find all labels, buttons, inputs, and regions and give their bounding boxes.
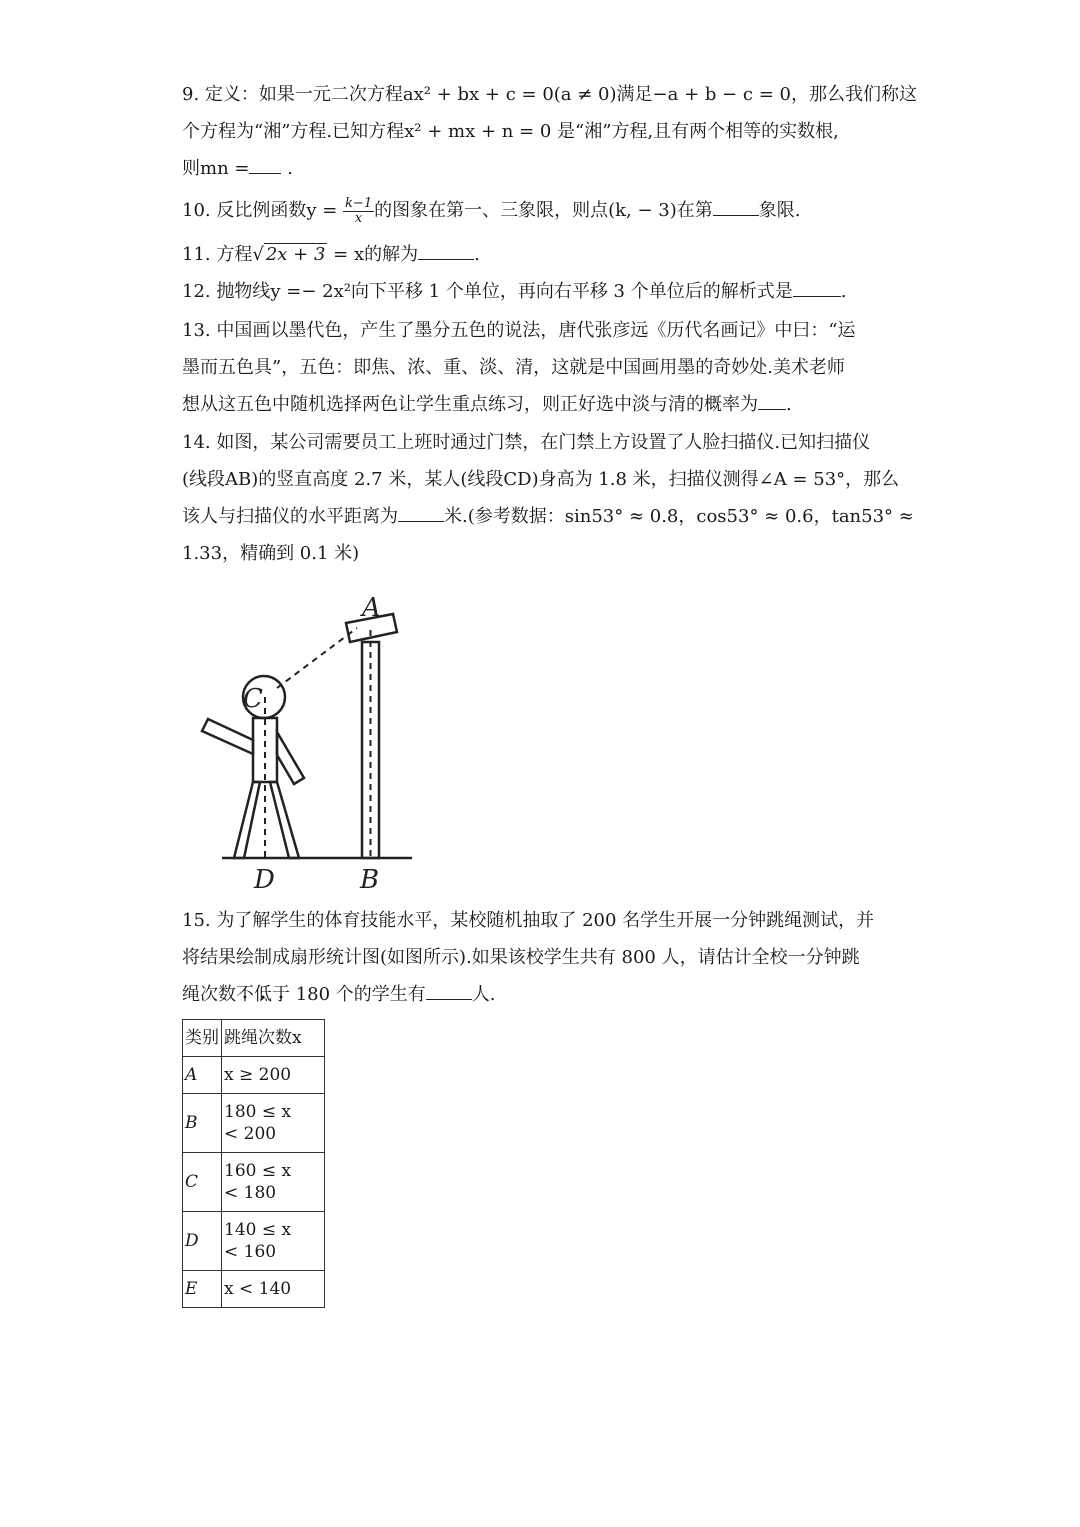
person-left-arm <box>202 719 253 754</box>
range-line-1: x < 140 <box>224 1279 292 1299</box>
label-a: A <box>362 593 381 623</box>
range-line-1: 160 ≤ x <box>224 1161 292 1181</box>
table-row <box>183 1271 325 1308</box>
q10-fraction-denominator: x <box>354 210 363 226</box>
label-d: D <box>254 865 275 895</box>
q14-line-4: 1.33，精确到 0.1 米) <box>182 543 360 564</box>
q13-line-3-text: 想从这五色中随机选择两色让学生重点练习，则正好选中淡与清的概率为 <box>182 394 758 415</box>
table-row <box>183 1094 325 1153</box>
question-14 <box>182 424 914 572</box>
answer-blank-10[interactable] <box>713 197 759 216</box>
table-cell-category: E <box>183 1271 222 1308</box>
person-body <box>253 718 277 782</box>
q10-fraction-numerator: k−1 <box>345 195 373 211</box>
person-right-leg <box>270 782 299 858</box>
person-right-arm <box>277 732 304 784</box>
q10-fraction <box>343 197 374 226</box>
q14-line-1: 14. 如图，某公司需要员工上班时通过门禁，在门禁上方设置了人脸扫描仪.已知扫描仪 <box>182 432 871 453</box>
table-header-count: 跳绳次数x <box>222 1020 325 1057</box>
q12-line <box>182 273 902 310</box>
answer-blank-9[interactable] <box>249 155 281 174</box>
table-cell-range <box>222 1212 325 1271</box>
q15-line-3-text: 绳次数 <box>182 984 236 1005</box>
table-cell-category: B <box>183 1094 222 1153</box>
q14-line-3 <box>182 498 914 535</box>
q14-line-3-end: 米.(参考数据：sin53° ≈ 0.8，cos53° ≈ 0.6，tan53° ≈ <box>444 506 914 527</box>
range-line-2: < 160 <box>224 1242 277 1262</box>
q9-line-3-end: . <box>281 158 293 179</box>
emphasis-char-1: 不 • <box>236 976 254 1013</box>
emphasis-char-3: 于 • <box>272 976 290 1013</box>
table-cell-range <box>222 1094 325 1153</box>
range-line-1: x ≥ 200 <box>224 1065 292 1085</box>
jump-rope-table <box>182 1019 325 1308</box>
question-11 <box>182 236 902 273</box>
table-cell-range <box>222 1153 325 1212</box>
q11-text-a: 11. 方程√ <box>182 244 264 265</box>
q9-line-3 <box>182 150 902 187</box>
q15-line-3-end: 人. <box>471 984 496 1005</box>
q10-line <box>182 192 902 229</box>
q13-line-2: 墨而五色具”，五色：即焦、浓、重、淡、清，这就是中国画用墨的奇妙处.美术老师 <box>182 357 845 378</box>
label-c: C <box>243 684 263 714</box>
answer-blank-15[interactable] <box>426 981 472 1000</box>
question-13 <box>182 312 902 423</box>
q11-line <box>182 236 902 273</box>
q11-text-b: = x的解为 <box>327 244 419 265</box>
table-row <box>183 1153 325 1212</box>
q9-line-3-text: 则mn = <box>182 158 250 179</box>
question-12 <box>182 273 902 310</box>
table-cell-category: D <box>183 1212 222 1271</box>
question-9 <box>182 76 917 187</box>
q15-line-2: 将结果绘制成扇形统计图(如图所示).如果该校学生共有 800 人，请估计全校一分钟跳 <box>182 947 860 968</box>
range-line-1: 140 ≤ x <box>224 1220 292 1240</box>
table-header-category: 类别 <box>183 1020 222 1057</box>
q12-text-b: . <box>840 281 847 302</box>
q12-text-a: 12. 抛物线y =− 2x²向下平移 1 个单位，再向右平移 3 个单位后的解析式是 <box>182 281 793 302</box>
table-cell-range <box>222 1057 325 1094</box>
q10-text-b: 的图象在第一、三象限，则点(k, − 3)在第 <box>374 200 713 221</box>
q13-line-3-end: . <box>786 394 792 415</box>
q14-line-3-text: 该人与扫描仪的水平距离为 <box>182 506 398 527</box>
q11-text-c: . <box>474 244 480 265</box>
q10-text-a: 10. 反比例函数y = <box>182 200 344 221</box>
answer-blank-14[interactable] <box>398 503 444 522</box>
table-header-row <box>183 1020 325 1057</box>
table-cell-category: A <box>183 1057 222 1094</box>
table-cell-range <box>222 1271 325 1308</box>
q14-line-2: (线段AB)的竖直高度 2.7 米，某人(线段CD)身高为 1.8 米，扫描仪测得∠A = 53°，那么 <box>182 469 900 490</box>
emphasis-char-2: 低 • <box>254 976 272 1013</box>
table-row <box>183 1212 325 1271</box>
q15-line-3 <box>182 976 902 1013</box>
q15-line-3-mid: 180 个的学生有 <box>290 984 426 1005</box>
label-b: B <box>360 865 380 895</box>
range-line-2: < 200 <box>224 1124 277 1144</box>
q10-text-c: 象限. <box>758 200 801 221</box>
question-15 <box>182 902 902 1013</box>
q13-line-1: 13. 中国画以墨代色，产生了墨分五色的说法，唐代张彦远《历代名画记》中曰：“运 <box>182 320 856 341</box>
q9-line-1: 9. 定义：如果一元二次方程ax² + bx + c = 0(a ≠ 0)满足−a + b − c = 0，那么我们称这 <box>182 84 917 105</box>
q11-radicand: 2x + 3 <box>265 244 326 265</box>
q15-line-1: 15. 为了解学生的体育技能水平，某校随机抽取了 200 名学生开展一分钟跳绳测试，并 <box>182 910 875 931</box>
q13-line-3 <box>182 386 902 423</box>
scanner-figure <box>192 590 422 895</box>
answer-blank-12[interactable] <box>793 278 841 297</box>
person-left-leg <box>234 782 260 858</box>
range-line-1: 180 ≤ x <box>224 1102 292 1122</box>
answer-blank-13[interactable] <box>758 391 786 410</box>
table-cell-category: C <box>183 1153 222 1212</box>
q9-line-2: 个方程为“湘”方程.已知方程x² + mx + n = 0 是“湘”方程,且有两个相等的实数根, <box>182 121 839 142</box>
range-line-2: < 180 <box>224 1183 277 1203</box>
answer-blank-11[interactable] <box>418 241 474 260</box>
table-row <box>183 1057 325 1094</box>
sight-line-dashed <box>277 628 357 688</box>
question-10 <box>182 192 902 229</box>
